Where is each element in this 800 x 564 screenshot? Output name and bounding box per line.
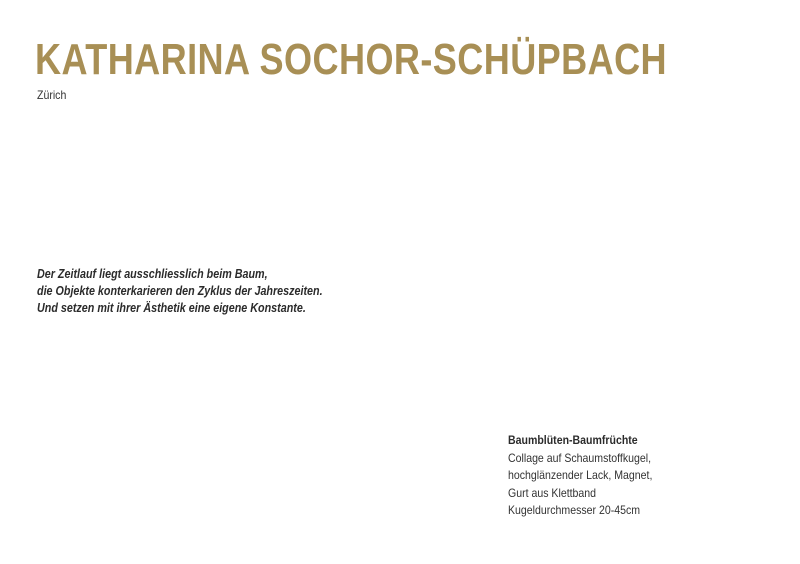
artist-statement [37, 266, 398, 317]
artwork-detail-line: Kugeldurchmesser 20-45cm [508, 503, 641, 517]
artist-name-heading: KATHARINA SOCHOR-SCHÜPBACH [35, 35, 668, 84]
statement-line: Der Zeitlauf liegt ausschliesslich beim Baum, [37, 267, 268, 281]
statement-line: Und setzen mit ihrer Ästhetik eine eigene Konstante. [37, 301, 306, 315]
artwork-caption [508, 432, 746, 520]
artwork-title: Baumblüten-Baumfrüchte [508, 433, 638, 447]
artwork-detail-line: Gurt aus Klettband [508, 485, 597, 500]
artwork-detail-line: hochglänzender Lack, Magnet, [508, 468, 653, 482]
statement-line: die Objekte konterkarieren den Zyklus der Jahreszeiten. [37, 284, 323, 298]
artwork-detail-line: Collage auf Schaumstoffkugel, [508, 450, 652, 465]
artist-city: Zürich [37, 88, 67, 102]
